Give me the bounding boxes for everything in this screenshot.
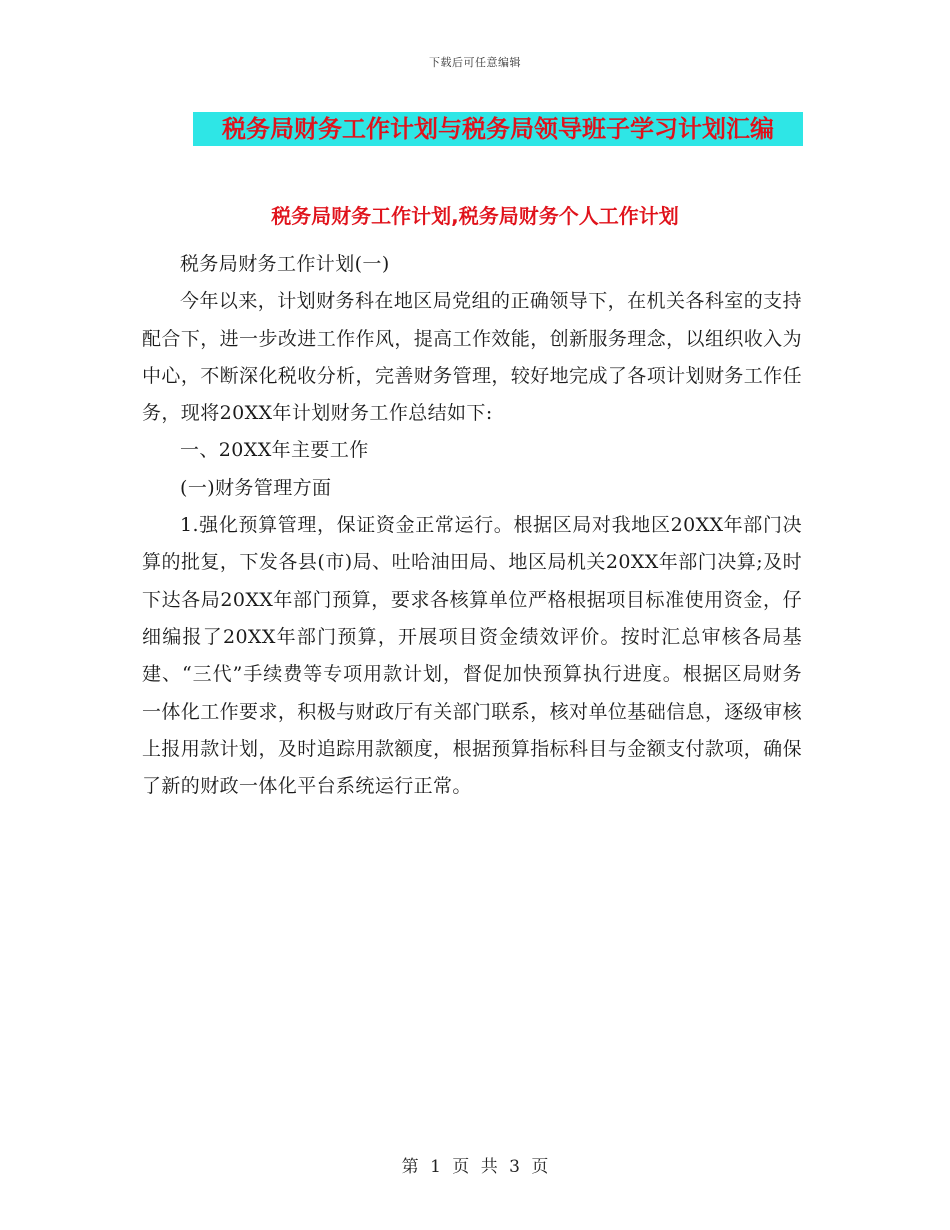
sub-title: 税务局财务工作计划,税务局财务个人工作计划 xyxy=(271,204,679,228)
page-number-footer: 第 1 页 共 3 页 xyxy=(401,1157,549,1177)
section-heading-main-work: 一、20XX年主要工作 xyxy=(180,439,369,462)
section-heading-plan-one: 税务局财务工作计划(一) xyxy=(180,253,390,275)
main-title-container xyxy=(193,112,803,146)
subsection-heading-finance: (一)财务管理方面 xyxy=(180,476,332,499)
paragraph-intro: 今年以来，计划财务科在地区局党组的正确领导下，在机关各科室的支持配合下，进一步改进工作作风，提高工作效能，创新服务理念，以组织收入为中心，不断深化税收分析，完善财务管理，较好地完成了各项计划财务工作任务，现将20XX年计划财务工作总结如下: xyxy=(142,290,802,425)
paragraph-budget: 1.强化预算管理，保证资金正常运行。根据区局对我地区20XX年部门决算的批复，下发各县(市)局、吐哈油田局、地区局机关20XX年部门决算;及时下达各局20XX年部门预算，要求各核算单位严格根据项目标准使用资金，仔细编报了20XX年部门预算，开展项目资金绩效评价。按时汇总审核各局基建、“三代”手续费等专项用款计划，督促加快预算执行进度。根据区局财务一体化工作要求，积极与财政厅有关部门联系，核对单位基础信息，逐级审核上报用款计划，及时追踪用款额度，根据预算指标科目与金额支付款项，确保了新的财政一体化平台系统运行正常。 xyxy=(142,514,802,798)
header-note: 下载后可任意编辑 xyxy=(429,56,521,69)
document-body xyxy=(142,246,802,805)
main-title: 税务局财务工作计划与税务局领导班子学习计划汇编 xyxy=(193,112,803,146)
